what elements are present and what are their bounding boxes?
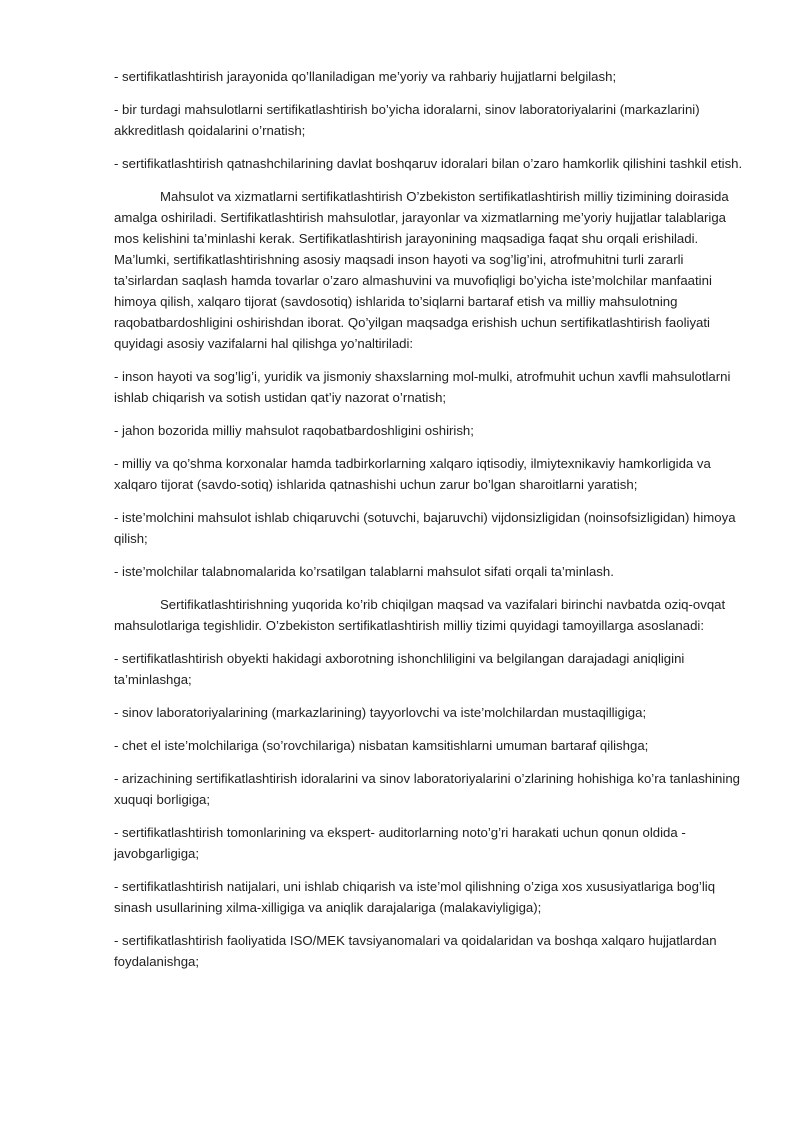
- paragraph: - iste’molchini mahsulot ishlab chiqaruvchi (sotuvchi, bajaruvchi) vijdonsizligidan (noinsofsizligidan) himoya qilish;: [114, 510, 736, 546]
- paragraph: - sertifikatlashtirish natijalari, uni ishlab chiqarish va iste’mol qilishning o’ziga xos xususiyatlariga bog’liq sinash usullarining xilma-xilligiga va aniqlik darajalariga (malakaviyligiga);: [114, 879, 716, 915]
- paragraph: - chet el iste’molchilariga (so’rovchilariga) nisbatan kamsitishlarni umuman bartaraf qilishga;: [114, 738, 649, 753]
- paragraph: Mahsulot va xizmatlarni sertifikatlashtirish O’zbekiston sertifikatlashtirish milliy tizimining doirasida amalga oshiriladi. Sertifikatlashtirish mahsulotlar, jarayonlar va xizmatlarning me’yoriy hujjatlar talablariga mos kelishini ta’minlashi kerak. Sertifikatlashtirish jarayonining maqsadiga faqat shu orqali erishiladi. Ma’lumki, sertifikatlashtirishning asosiy maqsadi inson hayoti va sog’lig’ini, atrofmuhitni turli zararli ta’sirlardan saqlash hamda tovarlar o’zaro almashuvini va muvofiqligi bo’yicha iste’molchilar manfaatini himoya qilish, xalqaro tijorat (savdosotiq) ishlarida to’siqlarni bartaraf etish va milliy mahsulotning raqobatbardoshligini oshirishdan iborat. Qo’yilgan maqsadga erishish uchun sertifikatlashtirish faoliyati quyidagi asosiy vazifalarni hal qilishga yo’naltiriladi:: [114, 189, 729, 351]
- paragraph: Sertifikatlashtirishning yuqorida ko’rib chiqilgan maqsad va vazifalari birinchi navbatda oziq-ovqat mahsulotlariga tegishlidir. O’zbekiston sertifikatlashtirish milliy tizimi quyidagi tamoyillarga asoslanadi:: [114, 597, 726, 633]
- paragraph: - sertifikatlashtirish tomonlarining va ekspert- auditorlarning noto’g’ri harakati uchun qonun oldida - javobgarligiga;: [114, 825, 686, 861]
- paragraph: - inson hayoti va sog’lig’i, yuridik va jismoniy shaxslarning mol-mulki, atrofmuhit uchun xavfli mahsulotlarni ishlab chiqarish va sotish ustidan qat’iy nazorat o’rnatish;: [114, 369, 731, 405]
- paragraph: - jahon bozorida milliy mahsulot raqobatbardoshligini oshirish;: [114, 423, 474, 438]
- paragraph: - sinov laboratoriyalarining (markazlarining) tayyorlovchi va iste’molchilardan mustaqilligiga;: [114, 705, 647, 720]
- document-page: [114, 66, 744, 984]
- paragraph: - milliy va qo’shma korxonalar hamda tadbirkorlarning xalqaro iqtisodiy, ilmiytexnikaviy hamkorligida va xalqaro tijorat (savdo-sotiq) ishlarida qatnashishi uchun zarur bo’lgan sharoitlarni yaratish;: [114, 456, 711, 492]
- paragraph: - sertifikatlashtirish qatnashchilarining davlat boshqaruv idoralari bilan o’zaro hamkorlik qilishini tashkil etish.: [114, 156, 743, 171]
- paragraph: - bir turdagi mahsulotlarni sertifikatlashtirish bo’yicha idoralarni, sinov laboratoriyalarini (markazlarini) akkreditlash qoidalarini o’rnatish;: [114, 102, 700, 138]
- paragraph: - sertifikatlashtirish faoliyatida ISO/MEK tavsiyanomalari va qoidalaridan va boshqa xalqaro hujjatlardan foydalanishga;: [114, 933, 717, 969]
- paragraph: - sertifikatlashtirish obyekti hakidagi axborotning ishonchliligini va belgilangan darajadagi aniqligini ta’minlashga;: [114, 651, 685, 687]
- paragraph: - iste’molchilar talabnomalarida ko’rsatilgan talablarni mahsulot sifati orqali ta’minlash.: [114, 564, 614, 579]
- paragraph: - sertifikatlashtirish jarayonida qo’llaniladigan me’yoriy va rahbariy hujjatlarni belgilash;: [114, 69, 617, 84]
- paragraph: - arizachining sertifikatlashtirish idoralarini va sinov laboratoriyalarini o’zlarining hohishiga ko’ra tanlashining xuquqi borligiga;: [114, 771, 740, 807]
